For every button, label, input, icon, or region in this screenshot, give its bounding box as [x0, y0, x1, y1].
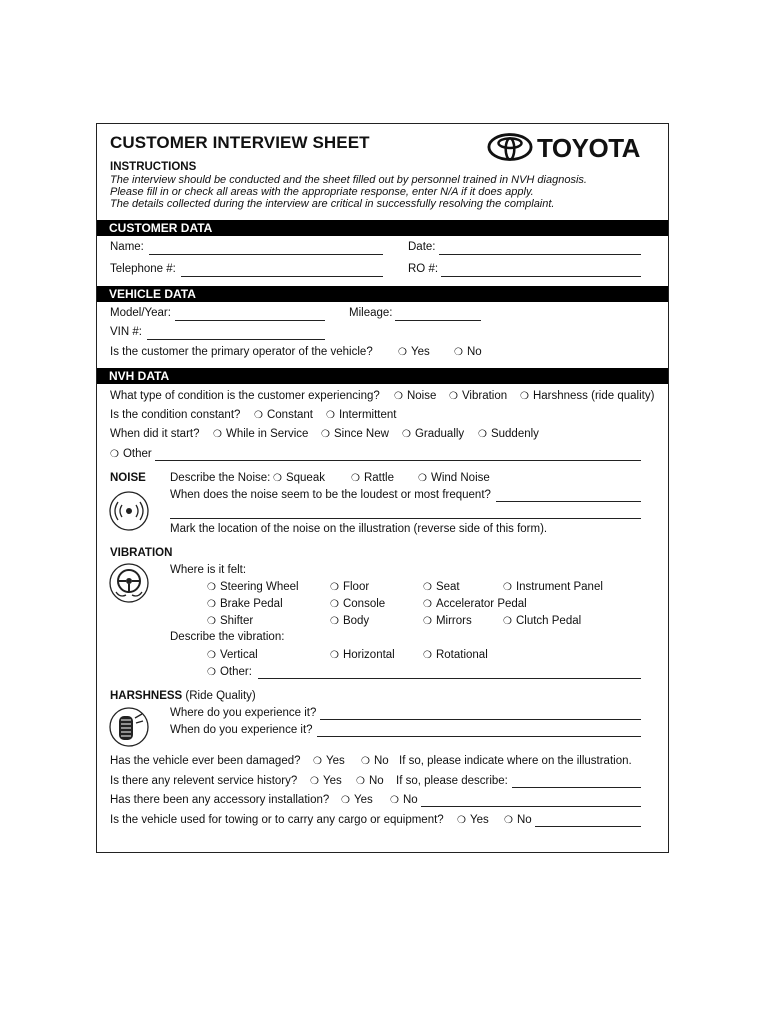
accessory-question: Has there been any accessory installation?	[110, 794, 330, 806]
felt-shifter-option[interactable]: ❍ Shifter	[207, 615, 254, 627]
page-title: CUSTOMER INTERVIEW SHEET	[110, 133, 370, 152]
instruction-line: The details collected during the interview are critical in successfully resolving the complaint.	[110, 198, 555, 210]
harshness-where-question: Where do you experience it?	[170, 707, 317, 719]
checkbox-icon: ❍	[110, 449, 119, 460]
noise-heading: NOISE	[110, 472, 146, 484]
start-suddenly-option[interactable]: ❍ Suddenly	[478, 428, 539, 440]
vin-field[interactable]	[147, 339, 325, 340]
condition-question: What type of condition is the customer experiencing?	[110, 390, 380, 402]
checkbox-icon: ❍	[418, 473, 427, 484]
brand-name: TOYOTA	[537, 133, 640, 163]
towing-field[interactable]	[535, 826, 641, 827]
harshness-heading: HARSHNESS (Ride Quality)	[110, 690, 256, 702]
start-gradually-option[interactable]: ❍ Gradually	[402, 428, 465, 440]
vibration-felt-question: Where is it felt:	[170, 564, 247, 576]
model-year-field[interactable]	[175, 320, 325, 321]
constant-question: Is the condition constant?	[110, 409, 241, 421]
tire-icon	[108, 706, 150, 748]
history-yes-option[interactable]: ❍ Yes	[310, 775, 342, 787]
noise-mark-instruction: Mark the location of the noise on the illustration (reverse side of this form).	[170, 523, 548, 535]
start-since-new-option[interactable]: ❍ Since New	[321, 428, 389, 440]
instruction-line: Please fill in or check all areas with the appropriate response, enter N/A if it does apply.	[110, 186, 534, 198]
vibration-other-field[interactable]	[258, 678, 641, 679]
condition-harshness-option[interactable]: ❍ Harshness (ride quality)	[520, 390, 655, 402]
checkbox-icon: ❍	[310, 776, 319, 787]
vibration-other-option[interactable]: ❍ Other:	[207, 666, 252, 678]
condition-vibration-option[interactable]: ❍ Vibration	[449, 390, 508, 402]
checkbox-icon: ❍	[356, 776, 365, 787]
constant-option[interactable]: ❍ Constant	[254, 409, 313, 421]
checkbox-icon: ❍	[330, 599, 339, 610]
noise-loudest-field-continued[interactable]	[170, 518, 641, 519]
date-field[interactable]	[439, 254, 641, 255]
damaged-note: If so, please indicate where on the illustration.	[399, 755, 632, 767]
telephone-field[interactable]	[181, 276, 383, 277]
ro-label: RO #:	[408, 263, 439, 275]
nvh-data-heading: NVH DATA	[97, 368, 668, 384]
checkbox-icon: ❍	[207, 582, 216, 593]
checkbox-icon: ❍	[520, 391, 529, 402]
noise-squeak-option[interactable]: ❍ Squeak	[273, 472, 325, 484]
checkbox-icon: ❍	[361, 756, 370, 767]
checkbox-icon: ❍	[394, 391, 403, 402]
vibration-horizontal-option[interactable]: ❍ Horizontal	[330, 649, 395, 661]
felt-mirrors-option[interactable]: ❍ Mirrors	[423, 615, 472, 627]
checkbox-icon: ❍	[330, 582, 339, 593]
checkbox-icon: ❍	[330, 616, 339, 627]
checkbox-icon: ❍	[207, 599, 216, 610]
checkbox-icon: ❍	[423, 650, 432, 661]
history-no-option[interactable]: ❍ No	[356, 775, 384, 787]
noise-loudest-question: When does the noise seem to be the loudest or most frequent?	[170, 489, 491, 501]
accessory-yes-option[interactable]: ❍ Yes	[341, 794, 373, 806]
checkbox-icon: ❍	[207, 616, 216, 627]
condition-noise-option[interactable]: ❍ Noise	[394, 390, 437, 402]
checkbox-icon: ❍	[503, 582, 512, 593]
checkbox-icon: ❍	[351, 473, 360, 484]
telephone-label: Telephone #:	[110, 263, 176, 275]
noise-describe-label: Describe the Noise:	[170, 472, 271, 484]
felt-steering-wheel-option[interactable]: ❍ Steering Wheel	[207, 581, 299, 593]
felt-clutch-pedal-option[interactable]: ❍ Clutch Pedal	[503, 615, 582, 627]
noise-wind-option[interactable]: ❍ Wind Noise	[418, 472, 490, 484]
start-other-option[interactable]: ❍ Other	[110, 448, 152, 460]
towing-yes-option[interactable]: ❍ Yes	[457, 814, 489, 826]
checkbox-icon: ❍	[313, 756, 322, 767]
checkbox-icon: ❍	[207, 650, 216, 661]
instruction-line: The interview should be conducted and the sheet filled out by personnel trained in NVH diagnosis.	[110, 174, 587, 186]
checkbox-icon: ❍	[273, 473, 282, 484]
primary-no-option[interactable]: ❍ No	[454, 346, 482, 358]
date-label: Date:	[408, 241, 436, 253]
checkbox-icon: ❍	[321, 429, 330, 440]
harshness-when-question: When do you experience it?	[170, 724, 313, 736]
accessory-field[interactable]	[421, 806, 641, 807]
checkbox-icon: ❍	[423, 582, 432, 593]
primary-operator-question: Is the customer the primary operator of the vehicle?	[110, 346, 373, 358]
damaged-question: Has the vehicle ever been damaged?	[110, 755, 301, 767]
noise-rattle-option[interactable]: ❍ Rattle	[351, 472, 395, 484]
noise-loudest-field[interactable]	[496, 501, 641, 502]
start-while-in-service-option[interactable]: ❍ While in Service	[213, 428, 309, 440]
checkbox-icon: ❍	[390, 795, 399, 806]
felt-seat-option[interactable]: ❍ Seat	[423, 581, 460, 593]
intermittent-option[interactable]: ❍ Intermittent	[326, 409, 397, 421]
accessory-no-option[interactable]: ❍ No	[390, 794, 418, 806]
checkbox-icon: ❍	[457, 815, 466, 826]
start-question: When did it start?	[110, 428, 200, 440]
checkbox-icon: ❍	[503, 616, 512, 627]
other-field[interactable]	[155, 460, 641, 461]
model-year-label: Model/Year:	[110, 307, 171, 319]
checkbox-icon: ❍	[213, 429, 222, 440]
interview-sheet	[96, 123, 669, 853]
checkbox-icon: ❍	[254, 410, 263, 421]
history-note: If so, please describe:	[396, 775, 508, 787]
mileage-field[interactable]	[395, 320, 481, 321]
vehicle-data-heading: VEHICLE DATA	[97, 286, 668, 302]
vibration-describe-question: Describe the vibration:	[170, 631, 285, 643]
towing-question: Is the vehicle used for towing or to carry any cargo or equipment?	[110, 814, 444, 826]
checkbox-icon: ❍	[341, 795, 350, 806]
toyota-logo-icon	[487, 131, 533, 163]
vibration-vertical-option[interactable]: ❍ Vertical	[207, 649, 258, 661]
felt-accelerator-pedal-option[interactable]: ❍ Accelerator Pedal	[423, 598, 527, 610]
customer-data-heading: CUSTOMER DATA	[97, 220, 668, 236]
checkbox-icon: ❍	[330, 650, 339, 661]
checkbox-icon: ❍	[398, 347, 407, 358]
harshness-when-field[interactable]	[317, 736, 641, 737]
vin-label: VIN #:	[110, 326, 142, 338]
checkbox-icon: ❍	[504, 815, 513, 826]
mileage-label: Mileage:	[349, 307, 393, 319]
checkbox-icon: ❍	[423, 616, 432, 627]
towing-no-option[interactable]: ❍ No	[504, 814, 532, 826]
felt-instrument-panel-option[interactable]: ❍ Instrument Panel	[503, 581, 603, 593]
checkbox-icon: ❍	[207, 667, 216, 678]
checkbox-icon: ❍	[478, 429, 487, 440]
checkbox-icon: ❍	[454, 347, 463, 358]
name-label: Name:	[110, 241, 144, 253]
checkbox-icon: ❍	[402, 429, 411, 440]
felt-body-option[interactable]: ❍ Body	[330, 615, 370, 627]
checkbox-icon: ❍	[423, 599, 432, 610]
damaged-no-option[interactable]: ❍ No	[361, 755, 389, 767]
history-field[interactable]	[512, 787, 641, 788]
felt-floor-option[interactable]: ❍ Floor	[330, 581, 370, 593]
name-field[interactable]	[149, 254, 383, 255]
instructions-heading: INSTRUCTIONS	[110, 161, 197, 173]
felt-brake-pedal-option[interactable]: ❍ Brake Pedal	[207, 598, 283, 610]
steering-wheel-icon	[108, 562, 150, 604]
vibration-heading: VIBRATION	[110, 547, 173, 559]
damaged-yes-option[interactable]: ❍ Yes	[313, 755, 345, 767]
checkbox-icon: ❍	[326, 410, 335, 421]
primary-yes-option[interactable]: ❍ Yes	[398, 346, 430, 358]
vibration-rotational-option[interactable]: ❍ Rotational	[423, 649, 488, 661]
felt-console-option[interactable]: ❍ Console	[330, 598, 386, 610]
ro-field[interactable]	[441, 276, 641, 277]
harshness-where-field[interactable]	[320, 719, 641, 720]
history-question: Is there any relevent service history?	[110, 775, 298, 787]
speaker-sound-icon	[108, 490, 150, 532]
checkbox-icon: ❍	[449, 391, 458, 402]
